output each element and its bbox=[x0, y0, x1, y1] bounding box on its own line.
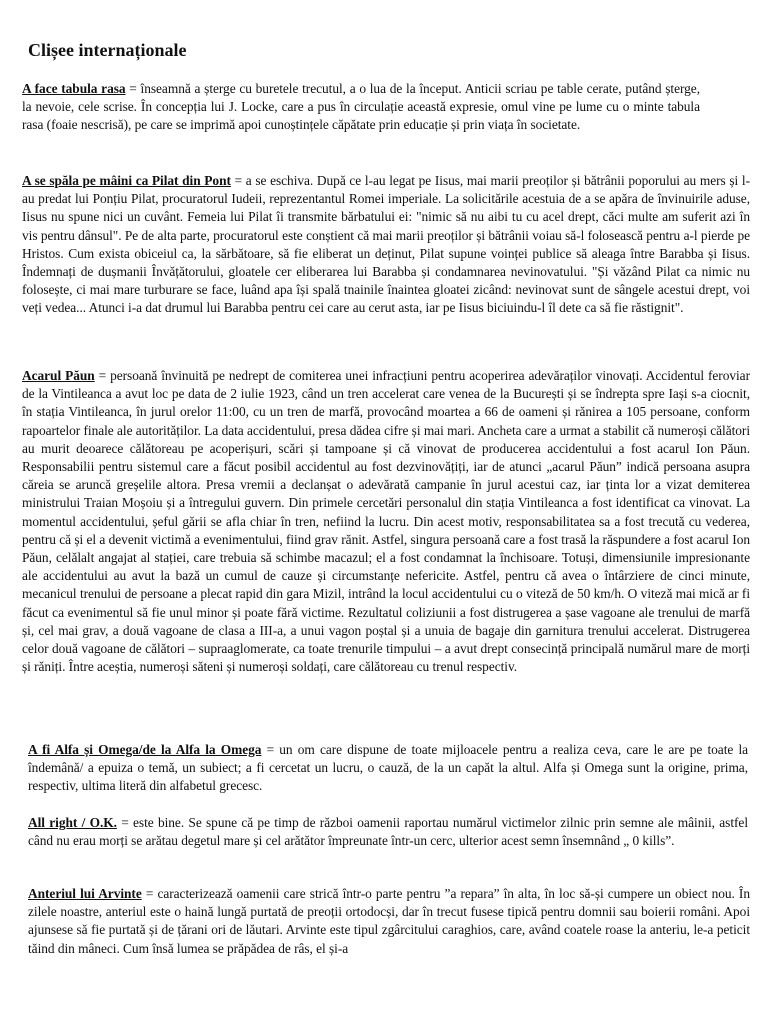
entry-definition: = un om care dispune de toate mijloacele pentru a realiza ceva, care le are pe toate la îndemână/ a epuiza o temă, un subiect; a fi cercetat un lucru, o cauză, de la un capăt la altul. Alfa și Omega sunt la origine, prima, respectiv, ultima literă din alfabetul grecesc. bbox=[28, 742, 749, 794]
entry-term: A face tabula rasa bbox=[22, 81, 126, 96]
entry-a-face-tabula-rasa bbox=[22, 80, 700, 135]
entry-acarul-paun bbox=[22, 367, 750, 676]
entry-definition: = caracterizează oamenii care strică într-o parte pentru ”a repara” în alta, în loc să-și cumpere un obiect nou. În zilele noastre, anteriul este o haină lungă purtată de preoții ortodocși, dar în trecut fusese tipică pentru domnii sau boierii români. Apoi ajunsese să fie purtată și de țărani ori de lăutari. Arvinte este tipul zgârcitului caraghios, care, având coatele roase la anteriu, le-a peticit tăind din mâneci. Cum însă lumea se prăpădea de râs, el și-a bbox=[28, 886, 750, 956]
entry-definition: = persoană învinuită pe nedrept de comiterea unei infracțiuni pentru acoperirea adevăraților vinovați. Accidentul feroviar de la Vintileanca a avut loc pe data de 2 iulie 1923, când un tren accelerat care venea de la București și se îndrepta spre Iași s-a ciocnit, în stația Vintileanca, în jurul orelor 11:00, cu un tren de marfă, provocând moartea a 66 de oameni și rănirea a 105 persoane, conform rapoartelor finale ale autorităților. La data accidentului, presa dădea cifre și mai mari. Ancheta care a urmat a stabilit că numeroși călători au murit deoarece călătoreau pe acoperișuri, scări și tampoane și că vinovat de producerea accidentului a fost acarul Ion Păun. Responsabilii pentru sistemul care a făcut posibil accidentul au fost dezvinovățiți, iar de atunci „acarul Păun” indică persoana asupra căreia se aruncă greșelile altora. Presa vremii a declanșat o adevărată campanie în jurul acestui caz, iar ținta lor a vizat demiterea ministrului Traian Moșoiu și a întregului guvern. Din primele cercetări personalul din stația Vintileanca a fost identificat ca vinovat. La momentul accidentului, șeful gării se afla chiar în tren, nefiind la lucru. Din acest motiv, responsabilitatea sa a fost trecută cu vederea, pentru că și el a devenit victimă a evenimentului, fiind grav rănit. Astfel, singura persoană care a fost trasă la răspundere a fost acarul Ion Păun, celălalt angajat al stației, care trebuia să schimbe macazul; el a fost condamnat la închisoare. Totuși, dimensiunile impresionante ale accidentului au avut la bază un cumul de cauze și circumstanțe nefericite. Astfel, pentru că avea o întârziere de cinci minute, mecanicul trenului de persoane a plecat rapid din gara Mizil, intrând la locul accidentului cu o viteză de 50 km/h. O viteză mai mică ar fi făcut ca evenimentul să fie unul minor și poate fără victime. Rezultatul coliziunii a fost distrugerea a șase vagoane ale trenului de marfă și, cel mai grav, a două vagoane de clasa a III-a, a unui vagon poștal și a unuia de bagaje din garnitura trenului accelerat. Distrugerea celor două vagoane de călători – supraaglomerate, ca toate trenurile timpului – a avut drept consecință principală numărul mare de morți și răniți. Între aceștia, numeroși săteni și numeroși soldați, care călătoreau cu trenul respectiv. bbox=[22, 368, 750, 675]
entry-all-right-ok bbox=[28, 814, 748, 850]
entry-term: A fi Alfa și Omega/de la Alfa la Omega bbox=[28, 742, 262, 757]
entry-term: All right / O.K. bbox=[28, 815, 117, 830]
entry-definition: = înseamnă a șterge cu buretele trecutul, a o lua de la început. Anticii scriau pe table cerate, putând șterge, la nevoie, cele scrise. În concepția lui J. Locke, care a pus în circulație această expresie, omul vine pe lume cu o minte tabula rasa (foaie nescrisă), pe care se imprimă apoi cunoștințele căpătate prin educație și prin viața în societate. bbox=[22, 81, 700, 133]
entry-pilat-din-pont bbox=[22, 172, 750, 318]
entry-definition: = este bine. Se spune că pe timp de război oamenii raportau numărul victimelor zilnic prin semne ale mâinii, astfel când nu erau morți se arătau degetul mare și cel arătător împreunate într-un cerc, ulterior acest semn însemnând „ 0 kills”. bbox=[28, 815, 748, 849]
entry-term: Acarul Păun bbox=[22, 368, 95, 383]
entry-term: Anteriul lui Arvinte bbox=[28, 886, 142, 901]
document-title: Clișee internaționale bbox=[28, 40, 187, 60]
entry-alfa-si-omega bbox=[28, 741, 748, 796]
entry-definition: = a se eschiva. După ce l-au legat pe Iisus, mai marii preoților și bătrânii poporului au mers și l-au predat lui Ponțiu Pilat, procuratorul Iudeii, reprezentantul Romei imperiale. La solicitările acestuia de a se apăra de învinuirile aduse, Iisus nu spune nici un cuvânt. Femeia lui Pilat îi transmite bărbatului ei: "nimic să nu aibi tu cu acel drept, căci multe am suferit azi în vis pentru dânsul". Pe de alta parte, procuratorul este conștient că mai marii preoților și bătrânii voiau să-l folosească pentru a-l pierde pe Hristos. Cum exista obiceiul ca, la sărbătoare, să fie eliberat un deținut, Pilat supune voinței publice să aleaga între Barabba și Iisus. Îndemnați de dușmanii Învățătorului, gloatele cer eliberarea lui Barabba și condamnarea nevinovatului. "Și văzând Pilat ca nimic nu folosește, ci mai mare turburare se face, luând apa își spală tnainile înaintea gloatei zicând: nevinovat sunt de sângele acestui drept, voi veți vedea... Atunci i-a dat drumul lui Barabba pentru cei care au cerut asta, iar pe Iisus biciuindu-l îl dete ca să fie răstignit". bbox=[22, 173, 750, 316]
entry-term: A se spăla pe mâini ca Pilat din Pont bbox=[22, 173, 231, 188]
entry-anteriul-lui-arvinte bbox=[28, 885, 750, 958]
